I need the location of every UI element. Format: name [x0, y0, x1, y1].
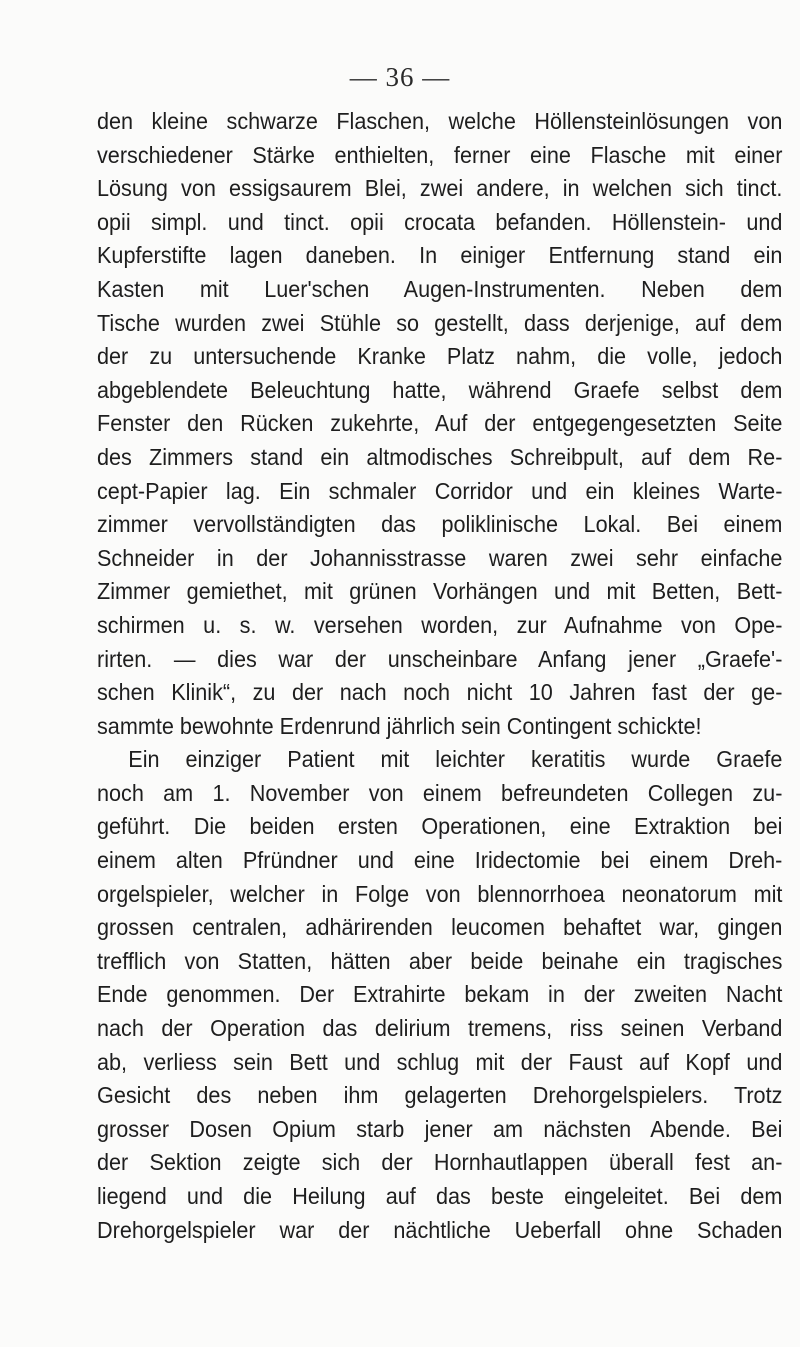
text-line: Lösung von essigsaurem Blei, zwei andere, in welchen sich tinct. — [97, 175, 783, 202]
text-line: ab, verliess sein Bett und schlug mit der Faust auf Kopf und — [97, 1048, 783, 1075]
text-line: noch am 1. November von einem befreundeten Collegen zu- — [97, 779, 783, 806]
text-line: der Sektion zeigte sich der Hornhautlappen überall fest an- — [97, 1149, 783, 1176]
text-line: Zimmer gemiethet, mit grünen Vorhängen und mit Betten, Bett- — [97, 578, 783, 605]
text-line: cept-Papier lag. Ein schmaler Corridor und ein kleines Warte- — [97, 477, 783, 504]
text-line: zimmer vervollständigten das poliklinische Lokal. Bei einem — [97, 511, 783, 538]
text-line: Ein einziger Patient mit leichter keratitis wurde Graefe — [128, 746, 783, 773]
text-line: Tische wurden zwei Stühle so gestellt, dass derjenige, auf dem — [97, 309, 783, 336]
text-line: opii simpl. und tinct. opii crocata befanden. Höllenstein- und — [97, 208, 783, 235]
text-line: Ende genommen. Der Extrahirte bekam in der zweiten Nacht — [97, 981, 783, 1008]
text-line: Drehorgelspieler war der nächtliche Ueberfall ohne Schaden — [97, 1216, 783, 1243]
text-line: einem alten Pfründner und eine Iridectomie bei einem Dreh- — [97, 847, 783, 874]
text-line: orgelspieler, welcher in Folge von blennorrhoea neonatorum mit — [97, 880, 783, 907]
text-line: grosser Dosen Opium starb jener am nächsten Abende. Bei — [97, 1115, 783, 1142]
text-line: Kupferstifte lagen daneben. In einiger Entfernung stand ein — [97, 242, 783, 269]
text-line: des Zimmers stand ein altmodisches Schreibpult, auf dem Re- — [97, 443, 783, 470]
text-line: Kasten mit Luer'schen Augen-Instrumenten. Neben dem — [97, 275, 783, 302]
text-line: Schneider in der Johannisstrasse waren zwei sehr einfache — [97, 544, 783, 571]
body-text — [97, 105, 783, 1247]
text-line: grossen centralen, adhärirenden leucomen behaftet war, gingen — [97, 914, 783, 941]
text-line: nach der Operation das delirium tremens, riss seinen Verband — [97, 1015, 783, 1042]
text-line: schirmen u. s. w. versehen worden, zur Aufnahme von Ope- — [97, 611, 783, 638]
text-line: rirten. — dies war der unscheinbare Anfang jener „Graefe'- — [97, 645, 783, 672]
text-line: Fenster den Rücken zukehrte, Auf der entgegengesetzten Seite — [97, 410, 783, 437]
text-line: geführt. Die beiden ersten Operationen, eine Extraktion bei — [97, 813, 783, 840]
text-line: trefflich von Statten, hätten aber beide beinahe ein tragisches — [97, 947, 783, 974]
text-line: sammte bewohnte Erdenrund jährlich sein Contingent schickte! — [97, 712, 702, 739]
text-line: schen Klinik“, zu der nach noch nicht 10 Jahren fast der ge- — [97, 679, 783, 706]
text-line: der zu untersuchende Kranke Platz nahm, die volle, jedoch — [97, 343, 783, 370]
text-line: Gesicht des neben ihm gelagerten Drehorgelspielers. Trotz — [97, 1082, 783, 1109]
text-line: liegend und die Heilung auf das beste eingeleitet. Bei dem — [97, 1183, 783, 1209]
text-line: abgeblendete Beleuchtung hatte, während Graefe selbst dem — [97, 376, 783, 403]
text-line: verschiedener Stärke enthielten, ferner eine Flasche mit einer — [97, 141, 783, 168]
text-line: den kleine schwarze Flaschen, welche Höllensteinlösungen von — [97, 108, 783, 134]
page-number: — 36 — — [349, 62, 451, 92]
